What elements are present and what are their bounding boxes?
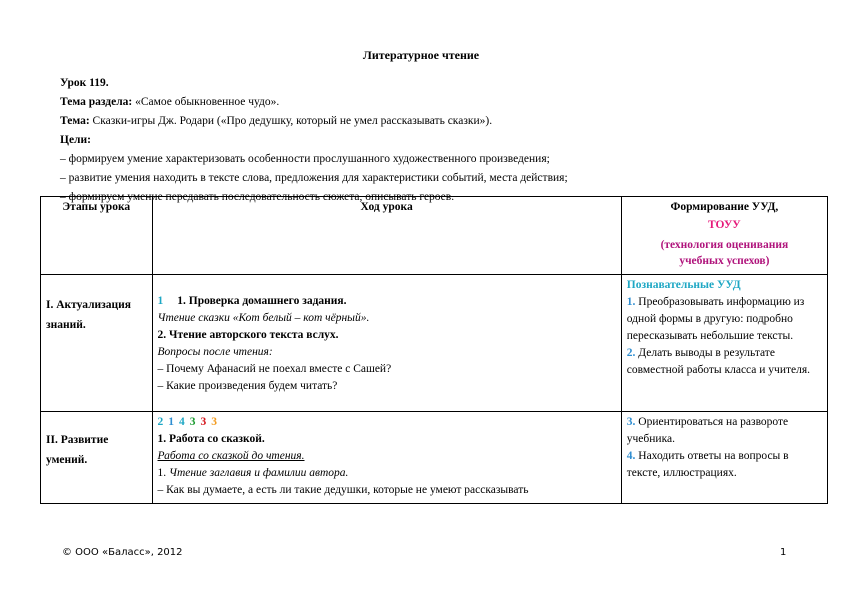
header-uud (621, 197, 827, 275)
table-row (41, 275, 828, 412)
uud-num: 3. (626, 416, 636, 428)
theme-label: Тема: (60, 115, 90, 127)
tou-number: 4 (179, 416, 185, 428)
header-uud-touu: ТОУУ (708, 219, 741, 231)
uud-title: Познавательные УУД (626, 279, 741, 291)
stage-cell: II. Развитие умений. (41, 412, 153, 504)
header-course: Ход урока (152, 197, 621, 275)
uud-item-2 (627, 345, 822, 379)
uud-text: Ориентироваться на развороте учебника. (626, 416, 789, 445)
course-cell (152, 275, 621, 412)
lesson-header (60, 74, 780, 207)
lesson-number: Урок 119. (60, 77, 109, 89)
document-title: Литературное чтение (362, 48, 480, 62)
uud-cell (621, 412, 827, 504)
course-cell (152, 412, 621, 504)
question-1: – Почему Афанасий не поехал вместе с Сашей? (157, 363, 392, 375)
section-value: «Самое обыкновенное чудо». (132, 96, 280, 108)
before-reading: Работа со сказкой до чтения. (157, 450, 305, 462)
section-line (60, 93, 780, 112)
task-1: 1. Работа со сказкой. (157, 433, 265, 445)
uud-num: 4. (626, 450, 636, 462)
goals-label: Цели: (60, 134, 91, 146)
header-uud-line3: (технология оценивания (660, 239, 789, 251)
uud-text: Преобразовывать информацию из одной формы в другую: подробно пересказывать небольшие тексты. (626, 296, 805, 342)
question-1: – Как вы думаете, а есть ли такие дедушки, которые не умеют рассказывать (157, 484, 529, 496)
theme-line (60, 112, 780, 131)
sub-item (158, 465, 616, 482)
tou-number-strip (158, 414, 616, 431)
tou-number: 2 (157, 416, 164, 428)
question-2: – Какие произведения будем читать? (157, 380, 338, 392)
uud-item-4 (627, 448, 822, 482)
tou-number: 1 (168, 416, 175, 428)
uud-text: Делать выводы в результате совместной работы класса и учителя. (626, 347, 811, 376)
page-number: 1 (780, 547, 787, 558)
footer-copyright: © ООО «Баласс», 2012 (62, 547, 183, 558)
questions-label: Вопросы после чтения: (157, 346, 273, 358)
theme-value: Сказки-игры Дж. Родари («Про дедушку, который не умел рассказывать сказки»). (89, 115, 493, 127)
uud-num: 2. (626, 347, 636, 359)
task-1: 1. Проверка домашнего задания. (177, 295, 347, 307)
uud-num: 1. (626, 296, 636, 308)
sub-text: Чтение заглавия и фамилии автора. (166, 467, 349, 479)
goal-item: – формируем умение характеризовать особенности прослушанного художественного произведения; (60, 153, 550, 165)
table-row (41, 412, 828, 504)
section-label: Тема раздела: (60, 96, 133, 108)
header-uud-line1: Формирование УУД, (670, 201, 779, 213)
goal-item: – формируем умение передавать последовательность сюжета, описывать героев. (60, 191, 455, 203)
uud-text: Находить ответы на вопросы в тексте, иллюстрациях. (626, 450, 789, 479)
tou-marker: 1 (157, 295, 164, 307)
table-header-row (41, 197, 828, 275)
tou-number: 3 (200, 416, 207, 428)
lesson-table (40, 196, 828, 504)
uud-item-3 (627, 414, 822, 448)
tou-number: 3 (189, 416, 196, 428)
header-uud-line4: учебных успехов) (679, 255, 770, 267)
header-stages: Этапы урока (41, 197, 153, 275)
tou-number: 3 (211, 416, 218, 428)
goal-item: – развитие умения находить в тексте слова, предложения для характеристики событий, места действия; (60, 172, 568, 184)
uud-cell (621, 275, 827, 412)
uud-item-1 (627, 294, 822, 345)
stage-cell: I. Актуализация знаний. (41, 275, 153, 412)
task-2: 2. Чтение авторского текста вслух. (157, 329, 339, 341)
task-line (158, 293, 616, 310)
sub-num: 1. (157, 467, 167, 479)
reading-line: Чтение сказки «Кот белый – кот чёрный». (157, 312, 370, 324)
